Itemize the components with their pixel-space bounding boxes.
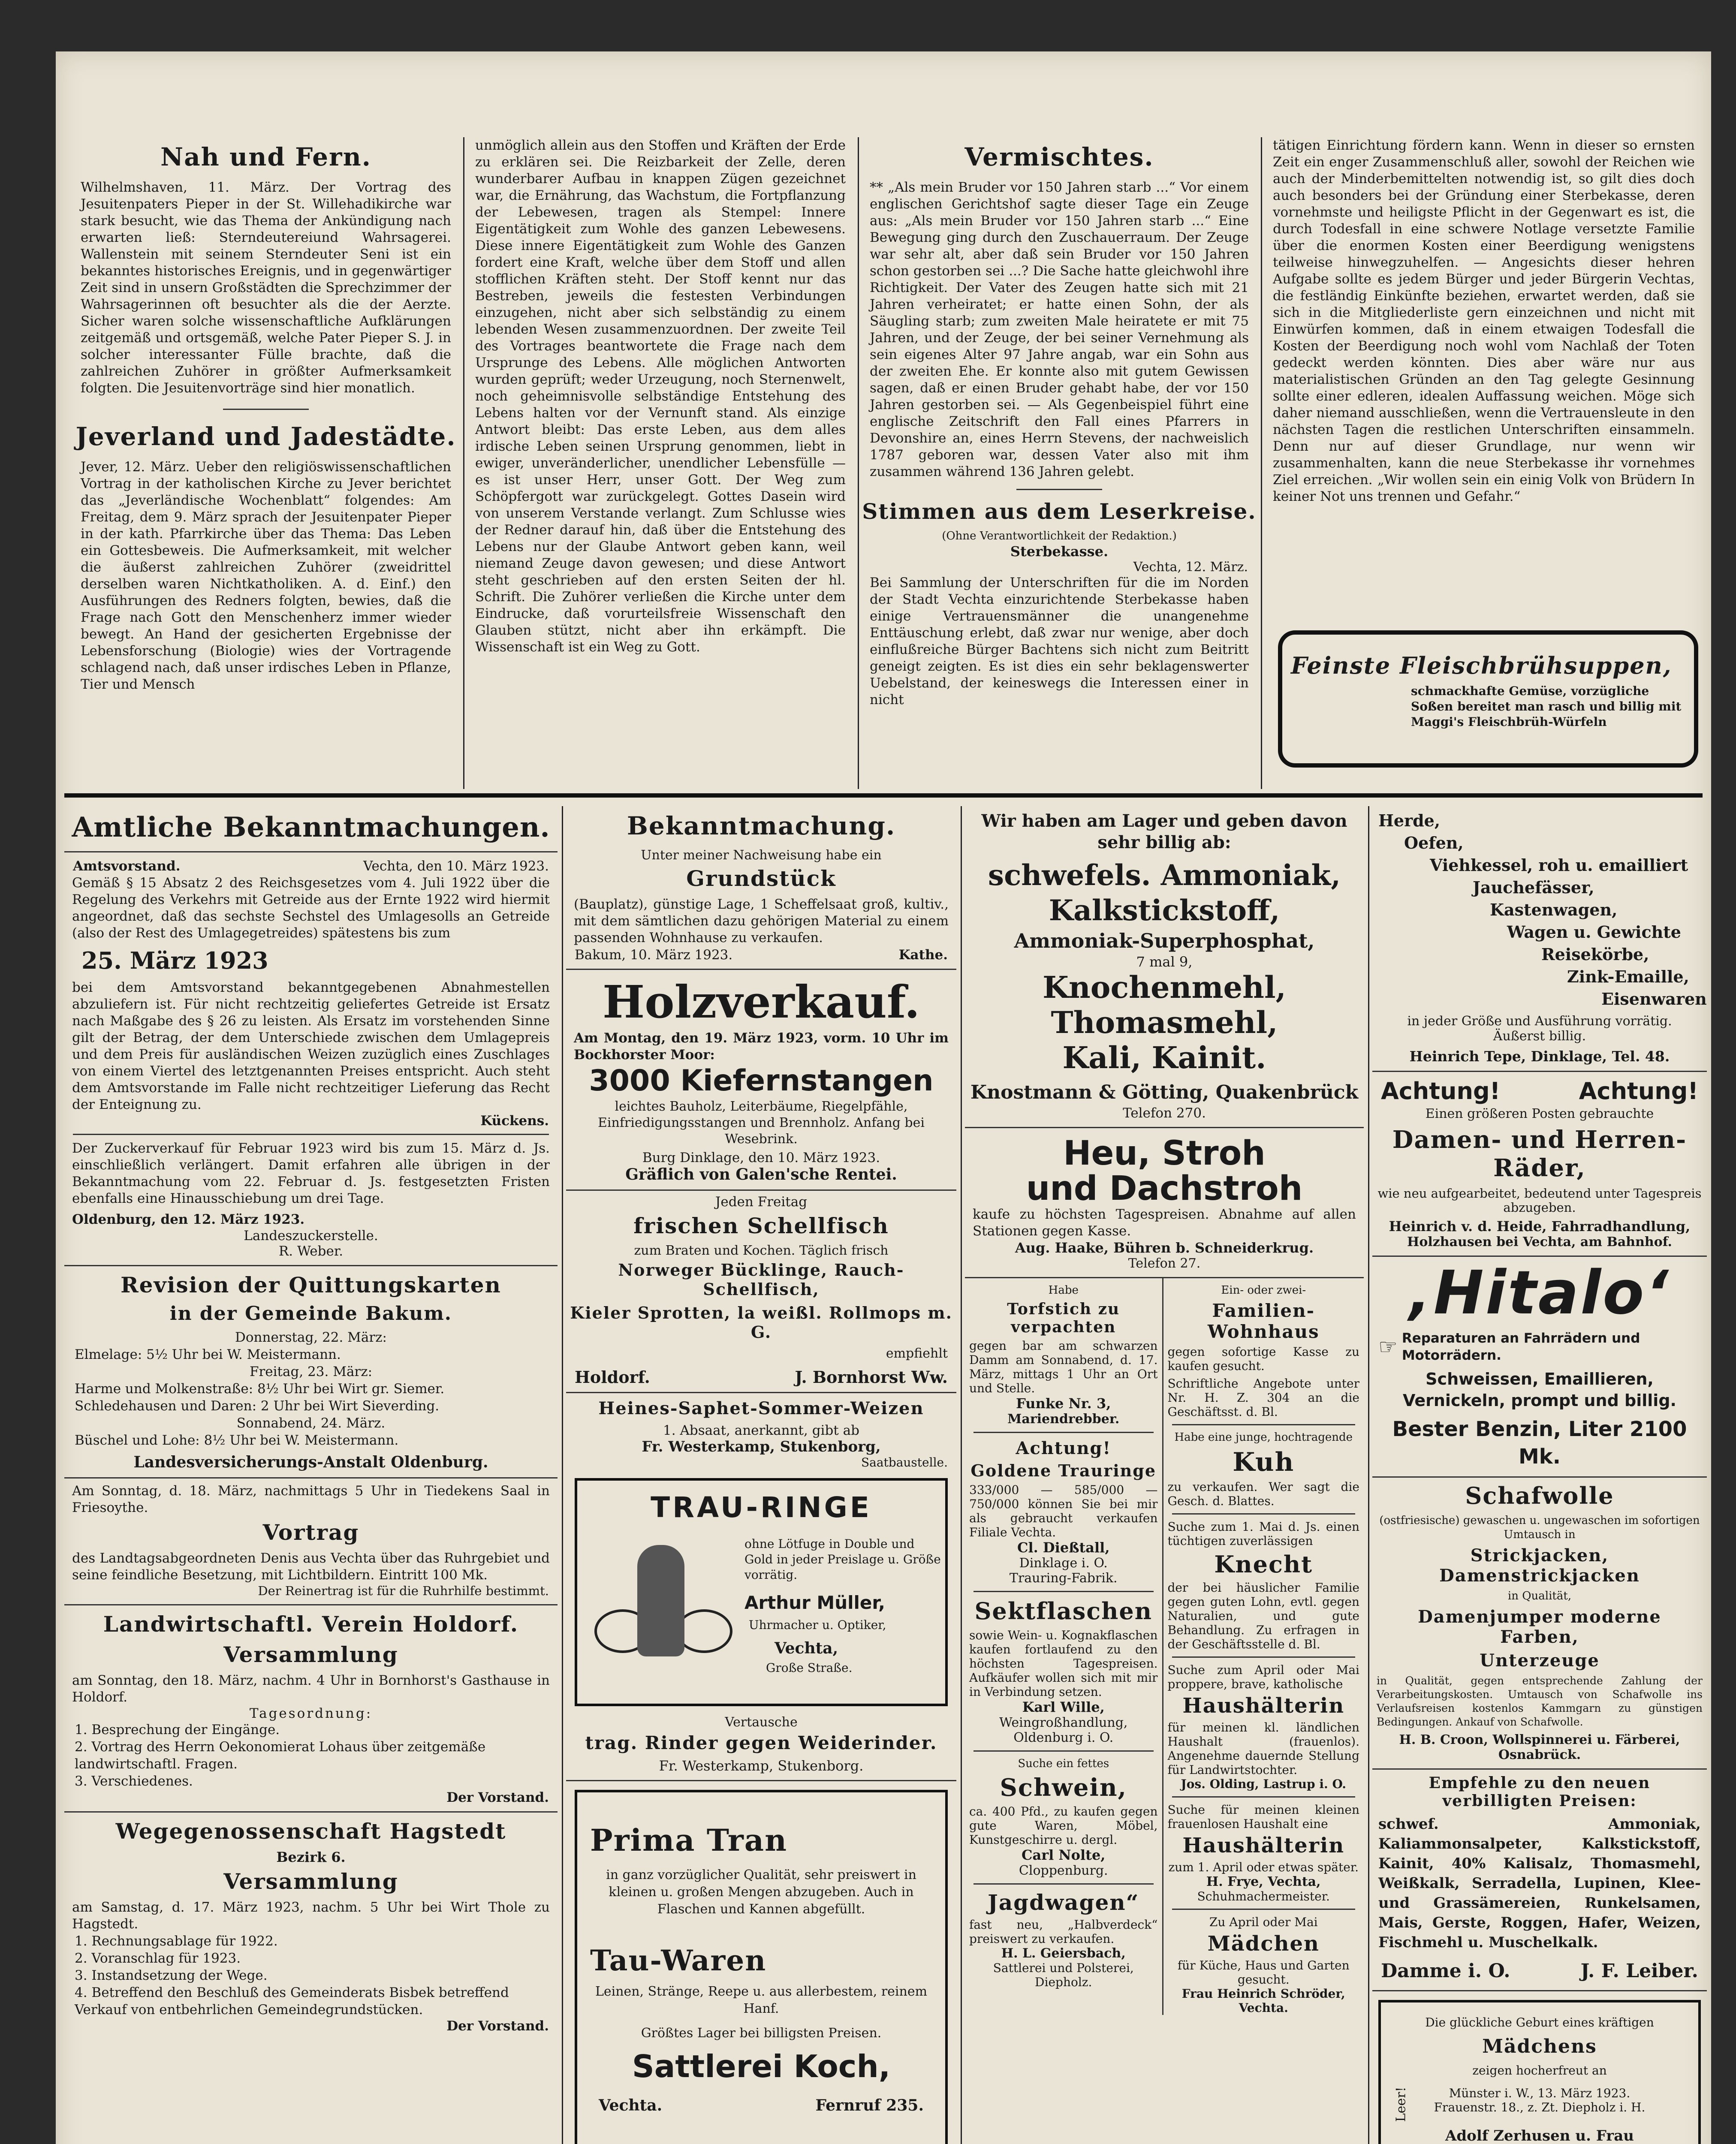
trauringe-street: Große Straße.: [766, 1661, 853, 1675]
newspaper-page: [56, 51, 1711, 2144]
column-rule: [562, 806, 563, 2144]
revision-subtitle: in der Gemeinde Bakum.: [169, 1303, 452, 1325]
tran-title: Prima Tran: [590, 1822, 788, 1858]
bekanntmachung-big: Grundstück: [686, 866, 836, 891]
road-coop-agenda: [75, 1933, 547, 2018]
ironware-text2: Äußerst billig.: [1493, 1029, 1586, 1044]
maid-text: Zu April oder Mai: [1209, 1915, 1318, 1929]
birth-announcement: [1378, 2000, 1701, 2144]
birth-place: Münster i. W., 13. März 1923.: [1449, 2086, 1631, 2100]
cow-text: zu verkaufen. Wer sagt die Gesch. d. Blattes.: [1167, 1480, 1359, 1508]
bottles-title: Sektflaschen: [974, 1597, 1153, 1625]
notice-org: Landeszuckerstelle.: [244, 1228, 378, 1244]
holzverkauf-text: leichtes Bauholz, Leiterbäume, Riegelpfähle, Einfriedigungsstangen und Brennholz. Anfang bei Wesebrink.: [598, 1099, 925, 1147]
article-text: unmöglich allein aus den Stoffen und Kräften der Erde zu erklären sei. Die Reizbarkeit der Zelle, deren wunderbarer Aufbau in knappen Zügen gezeichnet war, die Ernährung, das Wachstum, die Fortpflanzung der Lebewesen, tragen als Stempel: Innere Eigentätigkeit zum Wohle des ganzen Lebewesens. Diese innere Eigentätigkeit zum Wohle des Ganzen fordert eine Kraft, welche über dem Stoff und allen stofflichen Kräften steht. Der Stoff kennt nur das Bestreben, jeweils die festesten Verbindungen einzugehen, nicht aber sich selbständig zu einem lebenden Wesen zusammenzuordnen. Der zweite Teil des Vortrages beantwortete die Frage nach dem Ursprunge des Lebens. Alle möglichen Antworten wurden geprüft; weder Urzeugung, noch Sternenwelt, noch geheimnisvolle selbständige Entstehung des Lebens halten vor der Vernunft stand. Als einzige Antwort bleibt: Das erste Leben, aus dem alles irdische Leben seinen Ursprung genommen, liebt in ewiger, unveränderlicher, unendlicher Lebensfülle — es ist unser Herr, unser Gott. Der Weg zum Schöpfergott war zurückgelegt. Gottes Dasein wird von unserem Verstande verlangt. Zum Schlusse wies der Redner darauf hin, daß über die Entstehung des Lebens nur der Glaube Antwort geben kann, weil niemand Zeuge davon gewesen; und diese Antwort steht geschrieben auf den ersten Seiten der hl. Schrift. Die Zuhörer verließen die Kirche unter dem Eindrucke, daß vorurteilsfreie Wissenschaft den Glauben stützt, nicht aber ihn erkämpft. Die Wissenschaft ist ein Weg zu Gott.: [475, 138, 846, 655]
section-title-nah-und-fern: Nah und Fern.: [160, 142, 371, 172]
trauringe-name: Arthur Müller,: [744, 1592, 885, 1613]
fish-rec: empfiehlt: [886, 1346, 948, 1361]
hitalo-line: [1378, 1330, 1701, 1364]
bottles-city: Oldenburg i. O.: [1013, 1730, 1114, 1745]
bekanntmachung-text: (Bauplatz), günstige Lage, 1 Scheffelsaat groß, kultiv., mit dem sämtlichen dazu gehörigen Material zu einem passenden Wohnhause zu verkaufen.: [574, 897, 949, 946]
maid-title: Mädchen: [1207, 1932, 1320, 1956]
fertilizer-item: schwefels. Ammoniak,: [988, 858, 1341, 892]
fish-title: frischen Schellfisch: [633, 1213, 889, 1238]
rings-sign: Cl. Dießtall,: [1017, 1539, 1110, 1556]
agenda-item: 1. Besprechung der Eingänge.: [75, 1722, 280, 1737]
article-text: Jever, 12. März. Ueber den religiöswissenschaftlichen Vortrag in der katholischen Kirche zu Jever berichtet das „Jeverländische Wochenblatt“ folgendes: Am Freitag, dem 9. März sprach der Jesuitenpater Pieper in der kath. Pfarrkirche über das Thema: Das Leben ein Gottesbeweis. Die Aufmerksamkeit, mit welcher die äußerst zahlreichen Zuhörer (zweidrittel derselben waren Nichtkatholiken. A. d. Einf.) den Ausführungen des Redners folgten, bewies, daß die Frage nach Gott den Menschenherz immer wieder bewegt. An Hand der gesicherten Ergebnisse der Lebensforschung (Biologie) wies der Vortragende schlagend nach, daß unser irdisches Leben in Pflanze, Tier und Mensch: [81, 459, 451, 692]
fertilizer-phone: Telefon 270.: [1123, 1105, 1206, 1121]
rings-firm: Trauring-Fabrik.: [1009, 1571, 1118, 1586]
lecture-intro: Am Sonntag, d. 18. März, nachmittags 5 Uhr in Tiedekens Saal in Friesoythe.: [72, 1483, 550, 1515]
agenda-list: [75, 1721, 547, 1790]
housekeeper2-text: Suche für meinen kleinen frauenlosen Haushalt eine: [1167, 1803, 1359, 1831]
maid-sign: Frau Heinrich Schröder,: [1181, 1987, 1345, 2001]
divider: [1172, 1424, 1356, 1425]
holzverkauf-title: Holzverkauf.: [603, 976, 920, 1028]
prices-place: Damme i. O.: [1381, 1960, 1510, 1982]
wool-big3: Unterzeuge: [1480, 1650, 1600, 1671]
bikes-big: Damen- und Herren-Räder,: [1392, 1126, 1687, 1182]
dateline: Vechta, 12. März.: [1133, 560, 1248, 575]
holzverkauf-sign: Gräflich von Galen'sche Rentei.: [625, 1165, 897, 1183]
schedule-line: Schledehausen und Daren: 2 Uhr bei Wirt Sieverding.: [75, 1398, 440, 1414]
exchange-pre: Vertausche: [725, 1715, 798, 1730]
fish-pre: Jeden Freitag: [715, 1194, 808, 1210]
pig-pre: Suche ein fettes: [1018, 1757, 1109, 1770]
birth-text2: zeigen hocherfreut an: [1472, 2063, 1607, 2078]
wheat-title: Heines-Saphet-Sommer-Weizen: [598, 1398, 924, 1418]
pig-place: Cloppenburg.: [1019, 1863, 1108, 1878]
birth-text: Die glückliche Geburt eines kräftigen: [1425, 2015, 1654, 2030]
exchange-title: trag. Rinder gegen Weiderinder.: [585, 1732, 937, 1753]
divider: [64, 1811, 558, 1813]
bikes-title: Achtung!: [1381, 1078, 1501, 1105]
trauringe-text: ohne Lötfuge in Double und Gold in jeder Preislage u. Größe vorrätig.: [744, 1537, 941, 1582]
ironware-item: Reisekörbe,: [1541, 945, 1649, 964]
wool-text2: in Qualität,: [1507, 1590, 1572, 1602]
small-ads-left: [965, 1278, 1163, 2015]
wool-title: Schafwolle: [1465, 1482, 1614, 1509]
peat-text: gegen bar am schwarzen Damm am Sonnabend, d. 17. März, mittags 1 Uhr an Ort und Stelle.: [969, 1339, 1158, 1395]
prices-sign: J. F. Leiber.: [1580, 1960, 1698, 1982]
fish-footer: [575, 1369, 948, 1386]
sattlerei-phone: Fernruf 235.: [815, 2096, 924, 2114]
exchange-sign: Fr. Westerkamp, Stukenborg.: [659, 1758, 864, 1774]
bekanntmachung-sign: Kathe.: [898, 947, 948, 963]
trauringe-title: TRAU-RINGE: [651, 1491, 872, 1524]
peat-title: Torfstich zu verpachten: [1007, 1300, 1120, 1336]
cow-pre: Habe eine junge, hochtragende: [1174, 1431, 1353, 1444]
housekeeper-text: Suche zum April oder Mai proppere, brave, katholische: [1167, 1663, 1359, 1691]
schedule-line: Sonnabend, 24. März.: [236, 1415, 386, 1431]
wool-big2: Damenjumper moderne Farben,: [1418, 1607, 1661, 1647]
cow-title: Kuh: [1233, 1447, 1295, 1477]
figure-illustration: [637, 1545, 684, 1656]
pig-sign: Carl Nolte,: [1022, 1847, 1106, 1863]
peat-pre: Habe: [1048, 1284, 1079, 1297]
bikes-sign: Heinrich v. d. Heide, Fahrradhandlung,: [1389, 1218, 1691, 1235]
pig-title: Schwein,: [1000, 1774, 1127, 1802]
fertilizer-item: 7 mal 9,: [1136, 954, 1193, 970]
agenda-item: 1. Rechnungsablage für 1922.: [75, 1933, 278, 1949]
schedule-line: Elmelage: 5½ Uhr bei W. Meistermann.: [75, 1347, 341, 1362]
section-rule: [64, 793, 1703, 798]
bottom-col-2: [566, 806, 956, 2144]
disclaimer: (Ohne Verantwortlichkeit der Redaktion.): [942, 530, 1177, 542]
notice-date: Vechta, den 10. März 1923.: [363, 858, 549, 874]
article-text: Wilhelmshaven, 11. März. Der Vortrag des Jesuitenpaters Pieper in der St. Willehadikirche war stark besucht, wie das Thema der Ankündigung nach erwarten ließ: Sterndeutereiund Wahrsagerei. Wallenstein mit seinem Sterndeuter Seni ist ein bekanntes historisches Ereignis, und in gegenwärtiger Zeit sind in unsern Großstädten die Sprechzimmer der Wahrsagerinnen oft besuchter als die der Aerzte. Sicher waren solche wissenschaftliche Aufklärungen zeitgemäß und ortsgemäß, welche Pater Pieper S. J. in solcher interessanter Fülle brachte, daß die zahlreichen Zuhörer in größter Aufmerksamkeit folgten. Die Jesuitenvorträge sind hier monatlich.: [81, 180, 451, 396]
column-rule: [463, 137, 464, 789]
bikes-title2: Achtung!: [1579, 1078, 1698, 1105]
farmers-club-subtitle: Versammlung: [223, 1642, 398, 1667]
divider: [1172, 1909, 1356, 1910]
bottles-sign: Karl Wille,: [1022, 1699, 1105, 1715]
holzverkauf-text: Am Montag, den 19. März 1923, vorm. 10 Uhr im Bockhorster Moor:: [574, 1030, 949, 1063]
rings-title: Achtung!: [1016, 1438, 1112, 1458]
tauwaren-text2: Größtes Lager bei billigsten Preisen.: [641, 2026, 882, 2041]
top-col-1: [73, 137, 459, 789]
divider: [73, 1134, 549, 1135]
rings-image: [590, 1536, 732, 1678]
ironware-text: in jeder Größe und Ausführung vorrätig.: [1407, 1014, 1672, 1029]
wagon-title: Jagdwagen“: [988, 1890, 1139, 1915]
bottles-firm: Weingroßhandlung,: [999, 1715, 1128, 1730]
wool-text3: in Qualität, gegen entsprechende Zahlung der Verarbeitungskosten. Umtausch von Schafwolle ins Verlaufsreisen kostenlos Kammgarn zu günstigen Bedingungen. Ankauf von Schafwolle.: [1377, 1674, 1703, 1728]
wheat-sub: Saatbaustelle.: [861, 1455, 948, 1469]
hay-text: kaufe zu höchsten Tagespreisen. Abnahme auf allen Stationen gegen Kasse.: [973, 1207, 1356, 1239]
maggi-ad: [1278, 630, 1698, 768]
farmers-club-title: Landwirtschaftl. Verein Holdorf.: [103, 1611, 519, 1637]
hitalo-text2: Schweissen, Emaillieren, Vernickeln, prompt und billig.: [1403, 1370, 1676, 1410]
agenda-heading: Tagesordnung:: [249, 1706, 373, 1721]
wool-big: Strickjacken, Damenstrickjacken: [1439, 1545, 1640, 1586]
sattlerei-city: Vechta.: [599, 2096, 663, 2114]
farmhand-title: Knecht: [1214, 1551, 1313, 1578]
house-pre: Ein- oder zwei-: [1221, 1284, 1306, 1297]
road-coop-text: am Samstag, d. 17. März 1923, nachm. 5 Uhr bei Wirt Thole zu Hagstedt.: [72, 1900, 550, 1932]
divider: [64, 1604, 558, 1605]
lecture-text: des Landtagsabgeordneten Denis aus Vechta über das Ruhrgebiet und seine feindliche Besetzung, mit Lichtbildern. Eintritt 100 Mk.: [72, 1551, 550, 1583]
wheat-text: 1. Absaat, anerkannt, gibt ab: [663, 1423, 859, 1438]
prices-text: schwef. Ammoniak, Kaliammonsalpeter, Kalkstickstoff, Kainit, 40% Kalisalz, Thomasmehl, Weißkalk, Serradella, Lupinen, Klee- und Grassämereien, Runkelsamen, Mais, Gerste, Roggen, Hafer, Weizen, Fischmehl u. Muschelkalk.: [1378, 1816, 1701, 1951]
maid-text2: für Küche, Haus und Garten gesucht.: [1177, 1958, 1350, 1987]
fish-sub: zum Braten und Kochen. Täglich frisch: [634, 1243, 889, 1258]
fish-place: Holdorf.: [575, 1367, 650, 1387]
trauringe-ad: [575, 1478, 948, 1706]
sattlerei-name: Sattlerei Koch,: [632, 2048, 891, 2084]
house-text: gegen sofortige Kasse zu kaufen gesucht.: [1167, 1345, 1359, 1373]
wagon-text: fast neu, „Halbverdeck“ preiswert zu verkaufen.: [969, 1918, 1158, 1946]
agenda-item: 3. Verschiedenes.: [75, 1774, 193, 1789]
holzverkauf-place: Burg Dinklage, den 10. März 1923.: [642, 1150, 880, 1165]
bottles-text: sowie Wein- u. Kognakflaschen kaufen fortlaufend zu den höchsten Tagespreisen. Aufkäufer wollen sich mit mir in Verbindung setzen.: [969, 1628, 1158, 1699]
hay-title: Heu, Stroh: [1063, 1134, 1266, 1173]
peat-place: Mariendrebber.: [1007, 1412, 1120, 1427]
hitalo-big: Bester Benzin, Liter 2100 Mk.: [1392, 1417, 1687, 1469]
farmhand-text: Suche zum 1. Mai d. Js. einen tüchtigen zuverlässigen: [1167, 1520, 1359, 1548]
agenda-item: 4. Betreffend den Beschluß des Gemeinderats Bisbek betreffend Verkauf von entbehrlichen Gemeindegrundstücken.: [75, 1985, 509, 2018]
bekanntmachung-text: Unter meiner Nachweisung habe ein: [641, 848, 882, 863]
ironware-item: Zink-Emaille,: [1567, 967, 1689, 986]
trauringe-job: Uhrmacher u. Optiker,: [749, 1618, 886, 1632]
fertilizer-intro: Wir haben am Lager und geben davon sehr billig ab:: [981, 811, 1347, 852]
house-title: Familien-Wohnhaus: [1207, 1300, 1320, 1342]
hay-phone: Telefon 27.: [1128, 1256, 1201, 1271]
wagon-sign: H. L. Geiersbach,: [1001, 1946, 1126, 1961]
pointing-hand-icon: ☞: [1378, 1334, 1398, 1359]
house-text2: Schriftliche Angebote unter Nr. H. Z. 304 an die Geschäftsst. d. Bl.: [1167, 1376, 1359, 1419]
column-rule: [1368, 806, 1369, 2144]
bottom-col-3: [965, 806, 1364, 2144]
bekanntmachung-footer: [575, 946, 948, 964]
bekanntmachung-place: Bakum, 10. März 1923.: [575, 947, 733, 963]
small-ads-grid: [965, 1278, 1364, 2015]
column-rule: [1261, 137, 1262, 789]
divider: [64, 1477, 558, 1479]
trauringe-city: Vechta,: [775, 1639, 838, 1657]
divider: [1372, 1071, 1707, 1072]
farmhand-text2: der bei häuslicher Familie gegen guten Lohn, evtl. gegen Naturalien, und gute Behandlung. Zu erfragen in der Geschäftsstelle d. Bl.: [1167, 1581, 1359, 1651]
divider: [1372, 1990, 1707, 1991]
fish-list-2: Kieler Sprotten, la weißl. Rollmops m. G.: [570, 1303, 952, 1342]
farmers-club-signature: Der Vorstand.: [446, 1790, 549, 1805]
agenda-item: 2. Voranschlag für 1923.: [75, 1951, 241, 1966]
fertilizer-item: Ammoniak-Superphosphat,: [1014, 929, 1315, 952]
notice-place: Oldenburg, den 12. März 1923.: [72, 1212, 305, 1227]
column-rule: [961, 806, 962, 2144]
section-title-amtliche: Amtliche Bekanntmachungen.: [72, 811, 550, 843]
divider: [223, 409, 309, 410]
top-col-4: [1265, 137, 1703, 630]
divider: [1016, 489, 1102, 490]
housekeeper-text2: für meinen kl. ländlichen Haushalt (frauenlos). Angenehme dauernde Stellung für Landwirtstochter.: [1167, 1720, 1359, 1777]
ironware-item: Wagen u. Gewichte: [1507, 922, 1681, 942]
notice-text: bei dem Amtsvorstand bekanntgegebenen Abnahmestellen abzuliefern ist. Für nicht rechtzeitig geliefertes Getreide ist Ersatz nach Maßgabe des § 26 zu leisten. Als Ersatz im vorstehenden Sinne gilt der Betrag, der dem Unterschiede zwischen dem Umlagepreis und dem Preis für ausländischen Weizen zuzüglich eines Zuschlages von einem Viertel des letztgenannten Preises entspricht. Auch steht dem Amtsvorstande im Falle nicht rechtzeitiger Lieferung das Recht der Enteignung zu.: [72, 980, 550, 1112]
bottom-col-1: [64, 806, 558, 2144]
notice-authority: Amtsvorstand.: [73, 858, 181, 874]
tauwaren-text: Leinen, Stränge, Reepe u. aus allerbestem, reinem Hanf.: [595, 1984, 928, 2016]
housekeeper2-job: Schuhmachermeister.: [1197, 1889, 1330, 1903]
housekeeper-sign: Jos. Olding, Lastrup i. O.: [1181, 1777, 1346, 1791]
rings-text: 333/000 — 585/000 — 750/000 können Sie bei mir als gebraucht verkaufen Filiale Vechta.: [969, 1483, 1158, 1539]
prices-title: Empfehle zu den neuen verbilligten Preisen:: [1429, 1774, 1651, 1810]
road-coop-district: Bezirk 6.: [276, 1849, 346, 1865]
schedule-line: Harme und Molkenstraße: 8½ Uhr bei Wirt gr. Siemer.: [75, 1381, 445, 1397]
divider: [973, 1591, 1154, 1592]
ironware-item: Oefen,: [1404, 833, 1464, 852]
schedule-line: Donnerstag, 22. März:: [235, 1330, 387, 1345]
rings-place: Dinklage i. O.: [1019, 1556, 1108, 1571]
notice-signature: Kückens.: [480, 1113, 549, 1129]
tran-text: in ganz vorzüglicher Qualität, sehr preiswert in kleinen u. großen Mengen abzugeben. Auch in Flaschen und Kannen abgefüllt.: [606, 1867, 916, 1917]
housekeeper2-title: Haushälterin: [1182, 1834, 1345, 1858]
schedule-line: Freitag, 23. März:: [249, 1364, 373, 1379]
ironware-item: Herde,: [1378, 811, 1441, 830]
revision-signature: Landesversicherungs-Anstalt Oldenburg.: [133, 1453, 488, 1471]
divider: [965, 1127, 1364, 1128]
rings-sub: Goldene Trauringe: [970, 1461, 1157, 1480]
divider: [566, 969, 956, 970]
fish-list-1: Norweger Bücklinge, Rauch-Schellfisch,: [618, 1260, 904, 1299]
ironware-item: Jauchefässer,: [1473, 878, 1594, 897]
tauwaren-title: Tau-Waren: [590, 1944, 767, 1977]
housekeeper-title: Haushälterin: [1182, 1694, 1345, 1718]
road-coop-signature: Der Vorstand.: [446, 2018, 549, 2034]
section-title-stimmen: Stimmen aus dem Leserkreise.: [862, 499, 1257, 524]
column-rule: [858, 137, 859, 789]
ironware-item: Kastenwagen,: [1490, 900, 1618, 919]
divider: [566, 1392, 956, 1393]
revision-schedule: [75, 1329, 547, 1449]
fertilizer-item: Knochenmehl,: [1043, 970, 1286, 1005]
schedule-line: Büschel und Lohe: 8½ Uhr bei W. Meistermann.: [75, 1433, 399, 1448]
road-coop-subtitle: Versammlung: [223, 1869, 398, 1894]
fish-sign: J. Bornhorst Ww.: [795, 1367, 948, 1387]
section-title-jeverland: Jeverland und Jadestädte.: [75, 422, 456, 451]
revision-title: Revision der Quittungskarten: [121, 1272, 501, 1298]
top-col-3: [862, 137, 1257, 789]
divider: [1172, 1656, 1356, 1658]
bikes-text2: wie neu aufgearbeitet, bedeutend unter Tagespreis abzugeben.: [1377, 1186, 1702, 1215]
prices-footer: [1381, 1958, 1698, 1984]
fertilizer-item: Kali, Kainit.: [1062, 1040, 1266, 1075]
peat-sign: Funke Nr. 3,: [1016, 1395, 1111, 1412]
divider: [64, 1265, 558, 1266]
fertilizer-item: Thomasmehl,: [1051, 1005, 1278, 1040]
wagon-firm: Sattlerei und Polsterei,: [993, 1961, 1134, 1975]
birth-side-text: Leer!: [1393, 2087, 1409, 2122]
divider: [1372, 1256, 1707, 1257]
wagon-place: Diepholz.: [1035, 1975, 1092, 1989]
divider: [64, 851, 558, 852]
holzverkauf-big: 3000 Kiefernstangen: [589, 1064, 934, 1098]
small-ads-right: [1163, 1278, 1364, 2015]
wool-sign: H. B. Croon, Wollspinnerei u. Färberei, Osnabrück.: [1399, 1732, 1680, 1762]
notice-signature: R. Weber.: [278, 1244, 344, 1259]
birth-sign: Adolf Zerhusen u. Frau: [1445, 2127, 1634, 2144]
divider: [1372, 1476, 1707, 1478]
top-col-2: [467, 137, 853, 789]
divider: [1172, 1796, 1356, 1798]
divider: [1372, 1768, 1707, 1770]
lecture-title: Vortrag: [262, 1520, 359, 1545]
notice-header: [73, 858, 549, 875]
hay-sign: Aug. Haake, Bühren b. Schneiderkrug.: [1015, 1240, 1314, 1256]
fertilizer-firm: Knostmann & Götting, Quakenbrück: [970, 1081, 1359, 1103]
bekanntmachung-title: Bekanntmachung.: [627, 811, 896, 840]
hitalo-text: Reparaturen an Fahrrädern und Motorrädern.: [1401, 1331, 1640, 1363]
divider: [1172, 1513, 1356, 1515]
agenda-item: 2. Vortrag des Herrn Oekonomierat Lohaus über zeitgemäße landwirtschaftl. Fragen.: [75, 1739, 486, 1772]
housekeeper2-sign: H. Frye, Vechta,: [1206, 1874, 1321, 1889]
birth-title: Mädchens: [1482, 2036, 1597, 2057]
sattlerei-footer: [599, 2097, 924, 2114]
wheat-sign: Fr. Westerkamp, Stukenborg,: [642, 1438, 881, 1455]
article-text: Bei Sammlung der Unterschriften für die im Norden der Stadt Vechta einzurichtende Sterbekasse haben einige Vertrauensmänner die unangenehme Enttäuschung erlebt, daß zwar nur wenige, aber doch einflußreiche Bürger Bachtens sich nicht zum Beitritt geneigt zeigten. Es ist dies ein sehr beklagenswerter Uebelstand, der keineswegs die Interessen einer in nicht: [870, 575, 1249, 708]
ironware-item: Eisenwaren: [1601, 989, 1707, 1009]
notice-text: Gemäß § 15 Absatz 2 des Reichsgesetzes vom 4. Juli 1922 über die Regelung des Verkehrs mit Getreide aus der Ernte 1922 wird hiermit angeordnet, daß das sechste Sechstel des Umlagesolls an Getreide (also der Rest des Umlagegetreides) spätestens bis zum: [72, 875, 550, 941]
maggi-ad-title: Feinste Fleischbrühsuppen,: [1291, 652, 1672, 679]
fertilizer-item: Kalkstickstoff,: [1049, 894, 1280, 927]
road-coop-title: Wegegenossenschaft Hagstedt: [115, 1819, 506, 1844]
bikes-text: Einen größeren Posten gebrauchte: [1425, 1106, 1654, 1121]
agenda-item: 3. Instandsetzung der Wege.: [75, 1968, 268, 1983]
birth-addr: Frauenstr. 18., z. Zt. Diepholz i. H.: [1434, 2100, 1646, 2114]
pig-text: ca. 400 Pfd., zu kaufen gegen gute Waren, Möbel, Kunstgeschirre u. dergl.: [969, 1804, 1158, 1847]
divider: [973, 1432, 1154, 1433]
notice-text: Der Zuckerverkauf für Februar 1923 wird bis zum 15. März d. Js. einschließlich verlängert. Damit erfahren alle übrigen in der Bekanntmachung vom 22. Februar d. Js. festgesetzten Fristen ebenfalls eine Hinausschiebung um drei Tage.: [72, 1141, 550, 1206]
farmers-club-text: am Sonntag, den 18. März, nachm. 4 Uhr in Bornhorst's Gasthause in Holdorf.: [72, 1673, 550, 1705]
section-title-vermischtes: Vermischtes.: [964, 142, 1154, 172]
bottom-col-4: [1372, 806, 1707, 2144]
article-text: ** „Als mein Bruder vor 150 Jahren starb ...“ Vor einem englischen Gerichtshof sagte dieser Tage ein Zeuge aus: „Als mein Bruder vor 150 Jahren starb ...“ Eine Bewegung ging durch den Zuschauerraum. Der Zeuge war sehr alt, aber daß sein Bruder vor 150 Jahren schon gestorben sei ...? Die Sache hatte gleichwohl ihre Richtigkeit. Der Vater des Zeugen hatte sich mit 21 Jahren verheiratet; er hatte einen Sohn, der als Säugling starb; zum zweiten Male heiratete er mit 75 Jahren, und der Zeuge, der bei seiner Vernehmung als sein eigenes Alter 97 Jahre angab, war ein Sohn aus der zweiten Ehe. Er konnte also mit gutem Gewissen sagen, daß er einen Bruder gehabt habe, der vor 150 Jahren gestorben sei. — Als Gegenbeispiel führt eine englische Zeitschrift den Fall eines Pfarrers in Devonshire an, eines Herrn Stevens, der nachweislich 1787 geboren war, dessen Vater also mit ihm zusammen während 136 Jahren gelebt.: [870, 180, 1249, 479]
lecture-note: Der Reinertrag ist für die Ruhrhilfe bestimmt.: [258, 1584, 549, 1598]
ironware-item: Viehkessel, roh u. emailliert: [1430, 855, 1688, 875]
ironware-sign: Heinrich Tepe, Dinklage, Tel. 48.: [1409, 1048, 1670, 1065]
housekeeper2-text2: zum 1. April oder etwas später.: [1168, 1860, 1359, 1874]
bikes-header: [1381, 1076, 1698, 1106]
article-text: tätigen Einrichtung fördern kann. Wenn in dieser so ernsten Zeit ein enger Zusammenschluß aller, sowohl der Reichen wie auch der Minderbemittelten notwendig ist, so gilt dies doch auch besonders bei der Gründung einer Sterbekasse, deren vornehmste und heiligste Pflicht in der Gegenwart es ist, die durch Todesfall in eine schwere Notlage versetzte Familie über die enormen Kosten einer Beerdigung wenigstens teilweise hinwegzuhelfen. — Angesichts dieser hehren Aufgabe sollte es jedem Bürger und jeder Bürgerin Vechtas, die festländig Einkünfte beziehen, erwartet werden, daß sie sich in die Mitgliederliste gern einzeichnen und nicht mit Einwürfen kommen, daß in einem etwaigen Todesfall die Kosten der Beerdigung noch wohl vom Nachlaß der Toten gedeckt werden könnten. Dies aber wäre nur aus materialistischen Gründen an den Tag gelegte Gesinnung sollte einer edleren, idealen Auffassung weichen. Möge sich daher niemand ausschließen, wenn die Vertrauensleute in den nächsten Tagen die restlichen Unterschriften einsammeln. Denn nur auf dieser Grundlage, nur wenn wir zusammenhalten, kann die neue Sterbekasse ihr vornehmes Ziel erreichen. „Wir wollen sein ein einig Volk von Brüdern In keiner Not uns trennen und Gefahr.“: [1273, 138, 1695, 504]
maid-city: Vechta.: [1239, 2001, 1288, 2015]
bikes-addr: Holzhausen bei Vechta, am Bahnhof.: [1407, 1235, 1672, 1250]
divider: [566, 1189, 956, 1191]
maggi-ad-text: schmackhafte Gemüse, vorzügliche Soßen bereitet man rasch und billig mit Maggi's Fleischbrüh-Würfeln: [1411, 684, 1682, 729]
notice-deadline: 25. März 1923: [81, 947, 268, 974]
divider: [973, 1750, 1154, 1752]
wool-text: (ostfriesische) gewaschen u. ungewaschen im sofortigen Umtausch in: [1379, 1514, 1700, 1541]
tran-ad: [575, 1790, 948, 2144]
ironware-list: [1378, 810, 1707, 1010]
subhead: Sterbekasse.: [1010, 543, 1109, 560]
divider: [566, 1780, 956, 1781]
hay-title2: und Dachstroh: [1026, 1169, 1303, 1208]
divider: [965, 1277, 1364, 1278]
divider: [973, 1883, 1154, 1885]
hitalo-title: ‚Hitalo‘: [1409, 1258, 1670, 1328]
